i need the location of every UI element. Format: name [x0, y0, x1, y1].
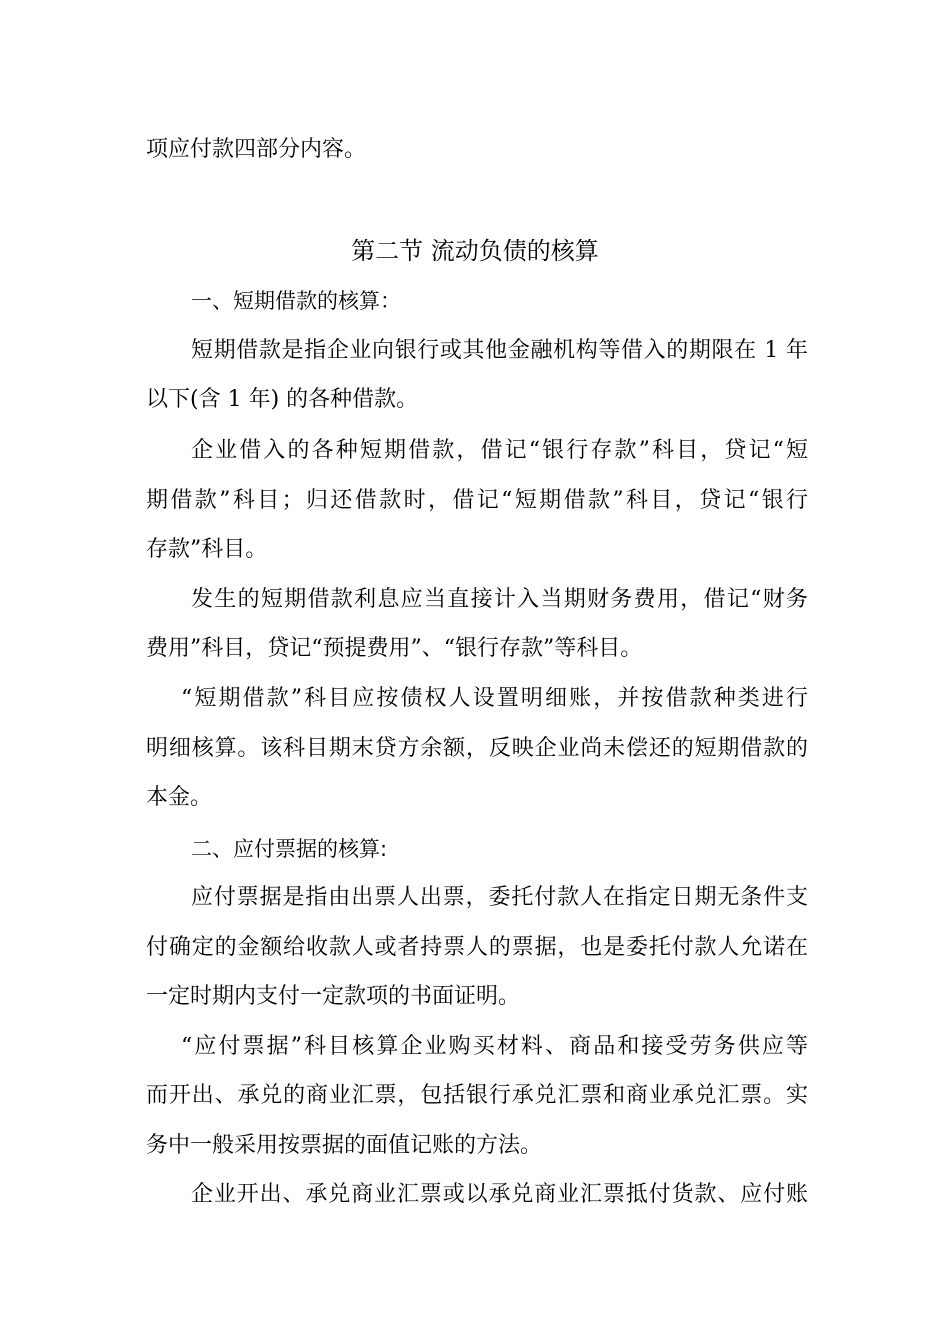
paragraph-line: 发生的短期借款利息应当直接计入当期财务费用，借记“财务: [191, 587, 808, 612]
paragraph-line: 短期借款是指企业向银行或其他金融机构等借入的期限在 1 年: [191, 338, 808, 363]
paragraph-line: 务中一般采用按票据的面值记账的方法。: [146, 1133, 543, 1158]
paragraph-line: 企业开出、承兑商业汇票或以承兑商业汇票抵付货款、应付账: [191, 1182, 808, 1207]
subheading-notes-payable: 二、应付票据的核算:: [191, 837, 388, 861]
paragraph-line: 本金。: [146, 785, 213, 810]
paragraph-line: 付确定的金额给收款人或者持票人的票据，也是委托付款人允诺在: [146, 935, 808, 960]
paragraph-line: “短期借款”科目应按债权人设置明细账，并按借款种类进行: [181, 686, 808, 711]
paragraph-line: 以下(含 1 年) 的各种借款。: [146, 387, 419, 412]
paragraph-line: 应付票据是指由出票人出票，委托付款人在指定日期无条件支: [191, 885, 808, 910]
paragraph-line: 存款”科目。: [146, 537, 268, 562]
paragraph-line: 一定时期内支付一定款项的书面证明。: [146, 984, 521, 1009]
paragraph-line: 而开出、承兑的商业汇票，包括银行承兑汇票和商业承兑汇票。实: [146, 1083, 808, 1108]
subheading-short-term-loans: 一、短期借款的核算：: [191, 289, 401, 313]
paragraph-line: 费用”科目，贷记“预提费用”、“银行存款”等科目。: [146, 636, 643, 661]
paragraph-line: 期借款”科目；归还借款时，借记“短期借款”科目，贷记“银行: [146, 488, 808, 513]
section-title: 第二节 流动负债的核算: [351, 237, 599, 265]
paragraph-line: 企业借入的各种短期借款，借记“银行存款”科目，贷记“短: [191, 438, 808, 463]
paragraph-line: “应付票据”科目核算企业购买材料、商品和接受劳务供应等: [181, 1034, 808, 1059]
paragraph-line: 明细核算。该科目期末贷方余额，反映企业尚未偿还的短期借款的: [146, 736, 808, 761]
continued-text-line: 项应付款四部分内容。: [146, 137, 367, 162]
